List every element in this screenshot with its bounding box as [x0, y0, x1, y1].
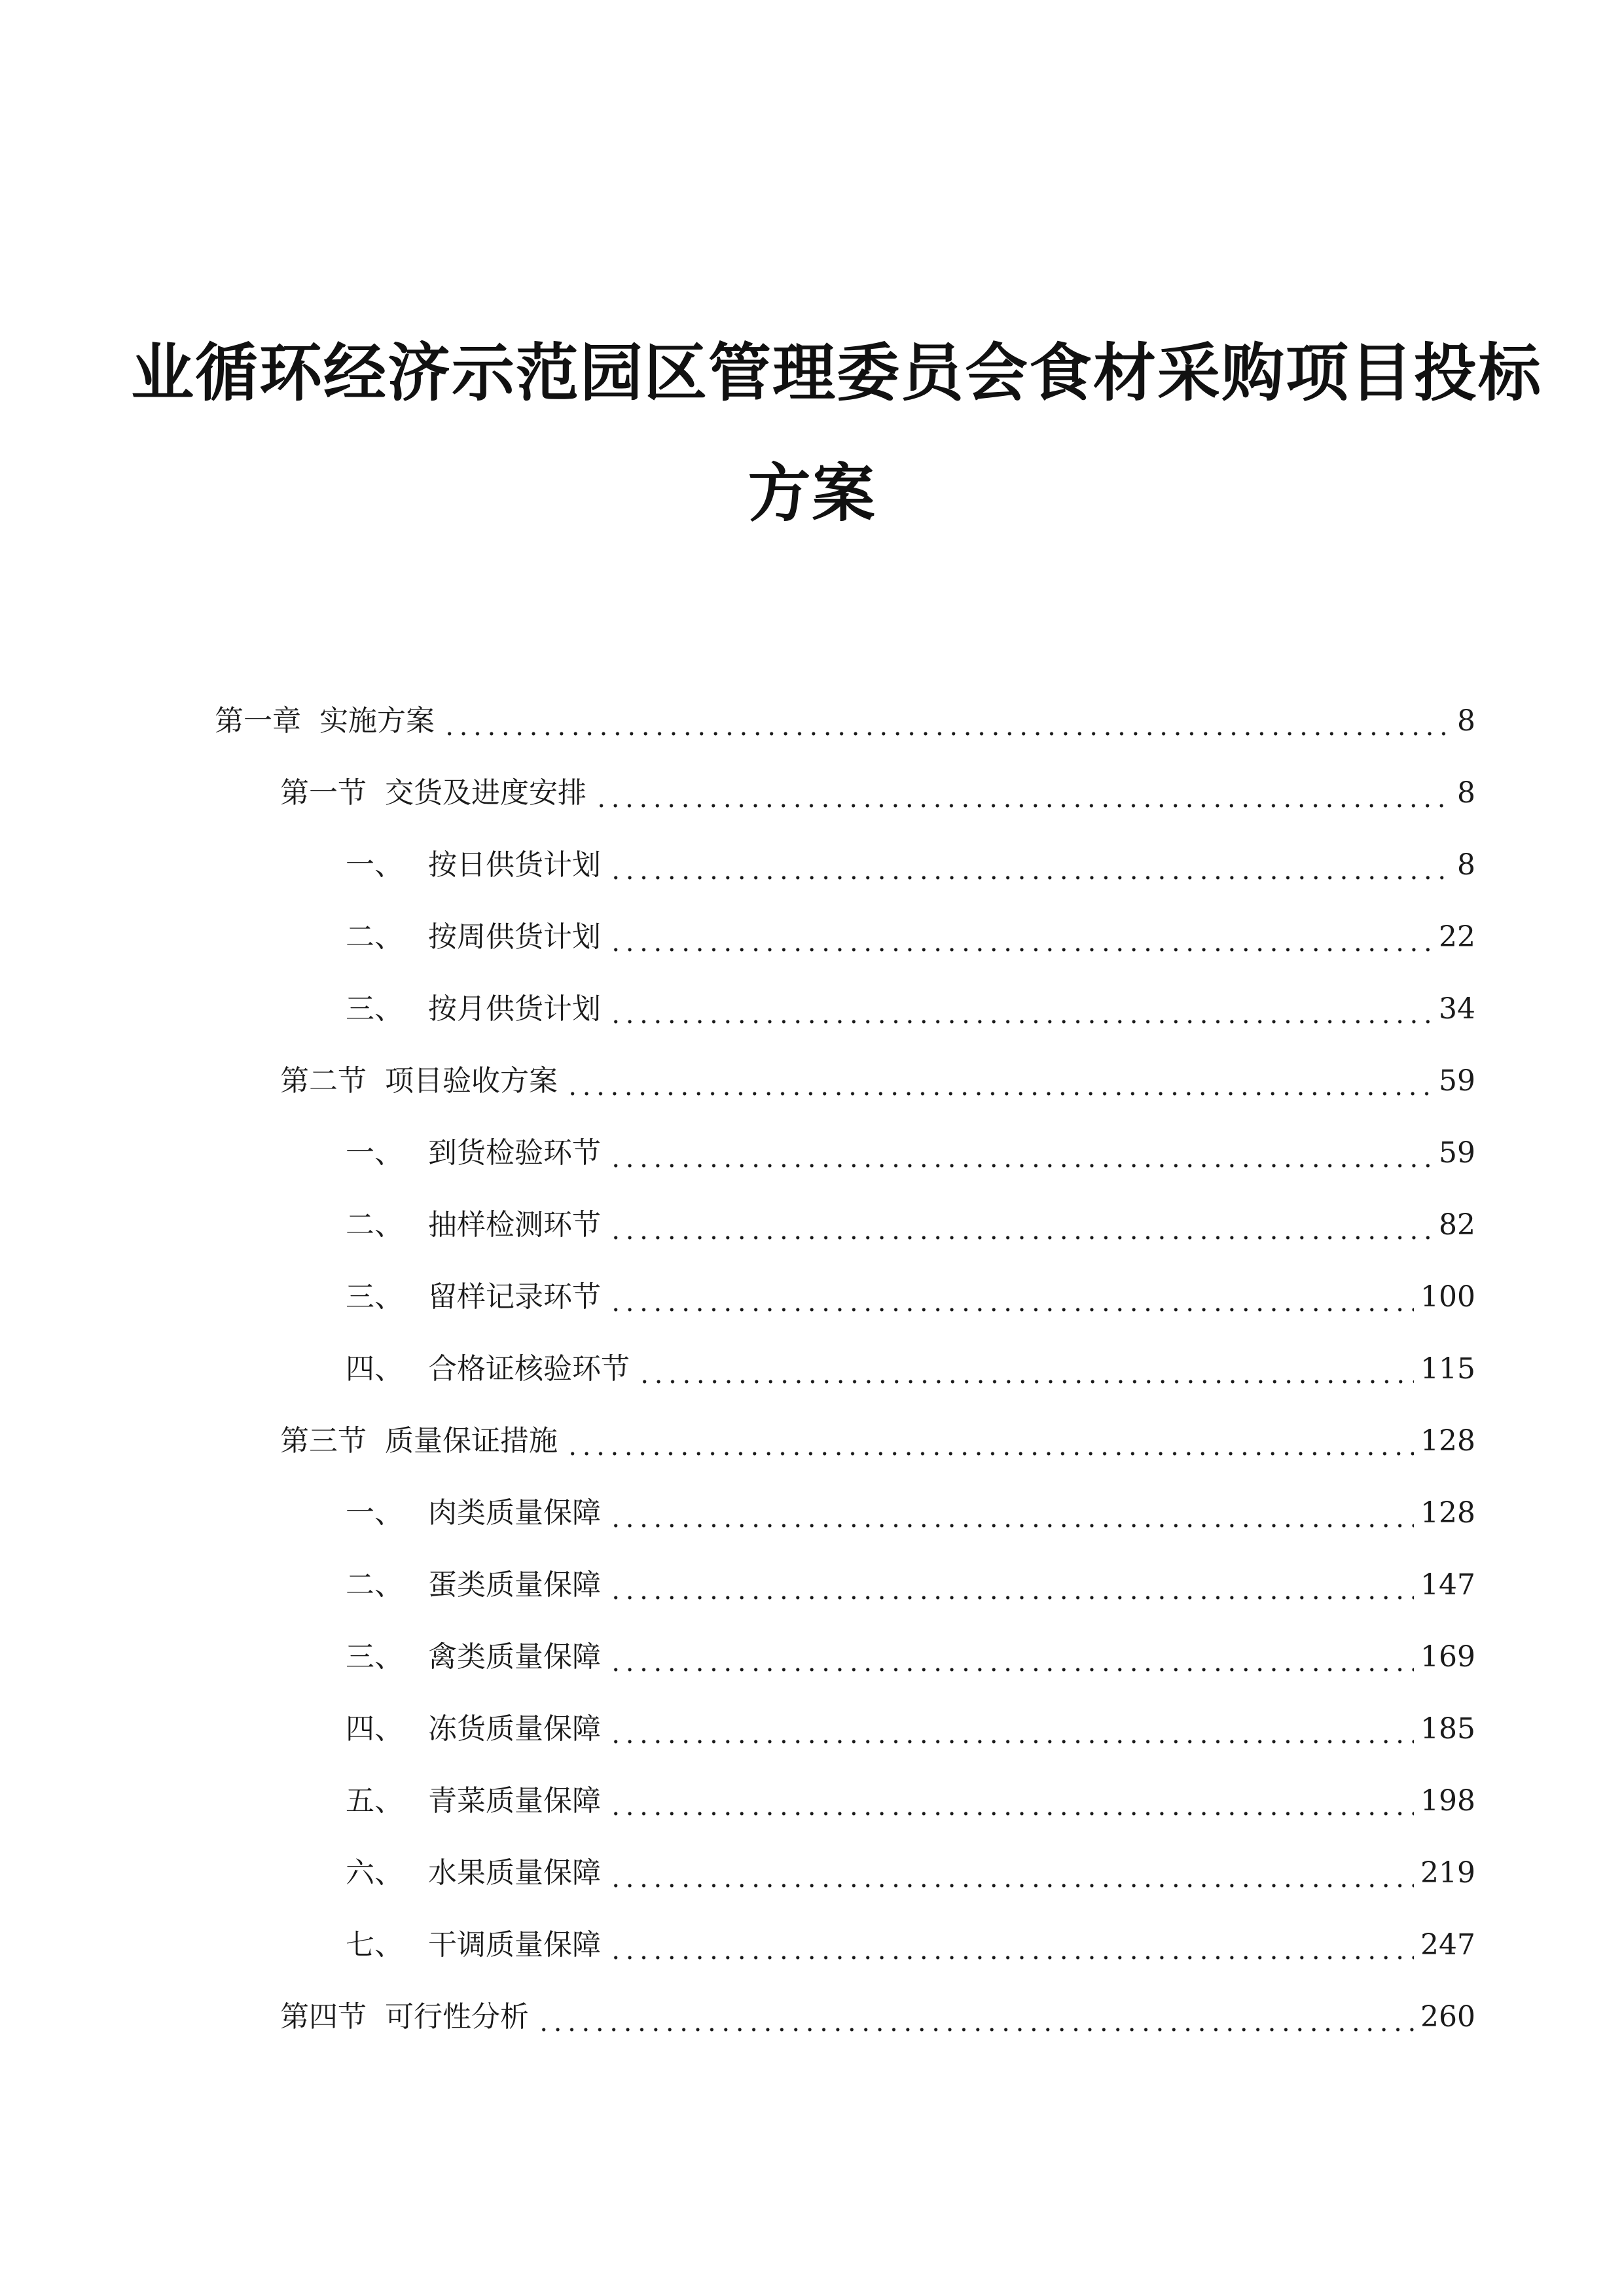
toc-entry-label: 可行性分析 — [385, 2000, 529, 2034]
toc-dot-leader — [609, 1566, 1414, 1605]
toc-entry-section-2[interactable] — [280, 1062, 1475, 1101]
toc-entry-label: 蛋类质量保障 — [428, 1568, 601, 1602]
toc-entry-number: 四、 — [346, 1712, 403, 1746]
toc-entry-number: 四、 — [346, 1352, 403, 1386]
toc-entry-number: 一、 — [346, 848, 403, 882]
toc-entry-label: 项目验收方案 — [385, 1064, 558, 1098]
toc-entry-number: 第四节 — [280, 2000, 367, 2034]
toc-entry-chapter-1[interactable] — [215, 702, 1475, 741]
toc-dot-leader — [537, 1998, 1414, 2037]
toc-entry-number: 一、 — [346, 1136, 403, 1170]
toc-entry-page: 128 — [1420, 1424, 1475, 1458]
toc-entry-item[interactable] — [346, 1782, 1475, 1821]
toc-entry-item[interactable] — [346, 1638, 1475, 1677]
toc-entry-page: 219 — [1420, 1856, 1475, 1890]
toc-dot-leader — [566, 1062, 1432, 1101]
toc-dot-leader — [609, 1854, 1414, 1893]
toc-entry-page: 59 — [1439, 1136, 1475, 1170]
toc-entry-label: 肉类质量保障 — [428, 1496, 601, 1530]
toc-dot-leader — [609, 1926, 1414, 1965]
document-title-line-2: 方案 — [748, 457, 876, 530]
toc-entry-number: 二、 — [346, 920, 403, 954]
toc-entry-page: 115 — [1420, 1352, 1475, 1386]
toc-entry-page: 34 — [1439, 992, 1475, 1026]
toc-dot-leader — [609, 1206, 1432, 1245]
toc-entry-number: 二、 — [346, 1568, 403, 1602]
toc-entry-page: 59 — [1439, 1064, 1475, 1098]
toc-entry-item[interactable] — [346, 918, 1475, 957]
toc-entry-number: 一、 — [346, 1496, 403, 1530]
toc-entry-item[interactable] — [346, 1134, 1475, 1173]
toc-entry-item[interactable] — [346, 990, 1475, 1029]
toc-entry-section-3[interactable] — [280, 1422, 1475, 1461]
toc-entry-item[interactable] — [346, 1566, 1475, 1605]
toc-entry-label: 按月供货计划 — [428, 992, 601, 1026]
toc-entry-page: 185 — [1420, 1712, 1475, 1746]
toc-entry-number: 第一节 — [280, 776, 367, 810]
toc-dot-leader — [566, 1422, 1414, 1461]
toc-entry-label: 按日供货计划 — [428, 848, 601, 882]
toc-entry-label: 实施方案 — [319, 704, 435, 738]
toc-entry-page: 8 — [1457, 848, 1475, 882]
toc-entry-page: 260 — [1420, 2000, 1475, 2034]
toc-entry-label: 干调质量保障 — [428, 1928, 601, 1962]
toc-entry-label: 按周供货计划 — [428, 920, 601, 954]
toc-entry-label: 合格证核验环节 — [428, 1352, 630, 1386]
document-title-line-1: 业循环经济示范园区管理委员会食材采购项目投标 — [131, 336, 1542, 410]
toc-entry-item[interactable] — [346, 1206, 1475, 1245]
toc-entry-item[interactable] — [346, 846, 1475, 885]
toc-entry-page: 128 — [1420, 1496, 1475, 1530]
toc-entry-number: 六、 — [346, 1856, 403, 1890]
toc-dot-leader — [609, 918, 1432, 957]
toc-entry-page: 8 — [1457, 776, 1475, 810]
toc-dot-leader — [609, 1638, 1414, 1677]
toc-entry-label: 留样记录环节 — [428, 1280, 601, 1314]
toc-dot-leader — [442, 702, 1451, 741]
toc-dot-leader — [609, 1134, 1432, 1173]
toc-entry-page: 147 — [1420, 1568, 1475, 1602]
toc-entry-number: 三、 — [346, 992, 403, 1026]
toc-entry-label: 抽样检测环节 — [428, 1208, 601, 1242]
toc-entry-item[interactable] — [346, 1926, 1475, 1965]
toc-entry-label: 交货及进度安排 — [385, 776, 586, 810]
toc-entry-item[interactable] — [346, 1710, 1475, 1749]
toc-entry-label: 质量保证措施 — [385, 1424, 558, 1458]
toc-entry-number: 第二节 — [280, 1064, 367, 1098]
toc-entry-section-4[interactable] — [280, 1998, 1475, 2037]
toc-entry-label: 冻货质量保障 — [428, 1712, 601, 1746]
toc-entry-page: 247 — [1420, 1928, 1475, 1962]
toc-dot-leader — [638, 1350, 1414, 1389]
toc-entry-number: 三、 — [346, 1640, 403, 1674]
toc-entry-label: 禽类质量保障 — [428, 1640, 601, 1674]
toc-entry-page: 8 — [1457, 704, 1475, 738]
toc-entry-number: 三、 — [346, 1280, 403, 1314]
toc-entry-number: 二、 — [346, 1208, 403, 1242]
toc-entry-page: 198 — [1420, 1784, 1475, 1818]
toc-entry-page: 100 — [1420, 1280, 1475, 1314]
toc-entry-label: 青菜质量保障 — [428, 1784, 601, 1818]
toc-entry-page: 22 — [1439, 920, 1475, 954]
toc-entry-number: 五、 — [346, 1784, 403, 1818]
toc-dot-leader — [609, 1278, 1414, 1317]
toc-dot-leader — [609, 1782, 1414, 1821]
toc-entry-page: 169 — [1420, 1640, 1475, 1674]
toc-entry-number: 第一章 — [215, 704, 301, 738]
toc-entry-label: 水果质量保障 — [428, 1856, 601, 1890]
toc-entry-number: 七、 — [346, 1928, 403, 1962]
toc-dot-leader — [609, 1494, 1414, 1533]
toc-dot-leader — [609, 846, 1451, 885]
toc-entry-item[interactable] — [346, 1350, 1475, 1389]
toc-entry-number: 第三节 — [280, 1424, 367, 1458]
toc-entry-label: 到货检验环节 — [428, 1136, 601, 1170]
toc-dot-leader — [609, 990, 1432, 1029]
toc-dot-leader — [609, 1710, 1414, 1749]
toc-entry-item[interactable] — [346, 1854, 1475, 1893]
toc-entry-item[interactable] — [346, 1494, 1475, 1533]
toc-dot-leader — [594, 774, 1451, 813]
toc-entry-item[interactable] — [346, 1278, 1475, 1317]
toc-entry-section-1[interactable] — [280, 774, 1475, 813]
toc-entry-page: 82 — [1439, 1208, 1475, 1242]
